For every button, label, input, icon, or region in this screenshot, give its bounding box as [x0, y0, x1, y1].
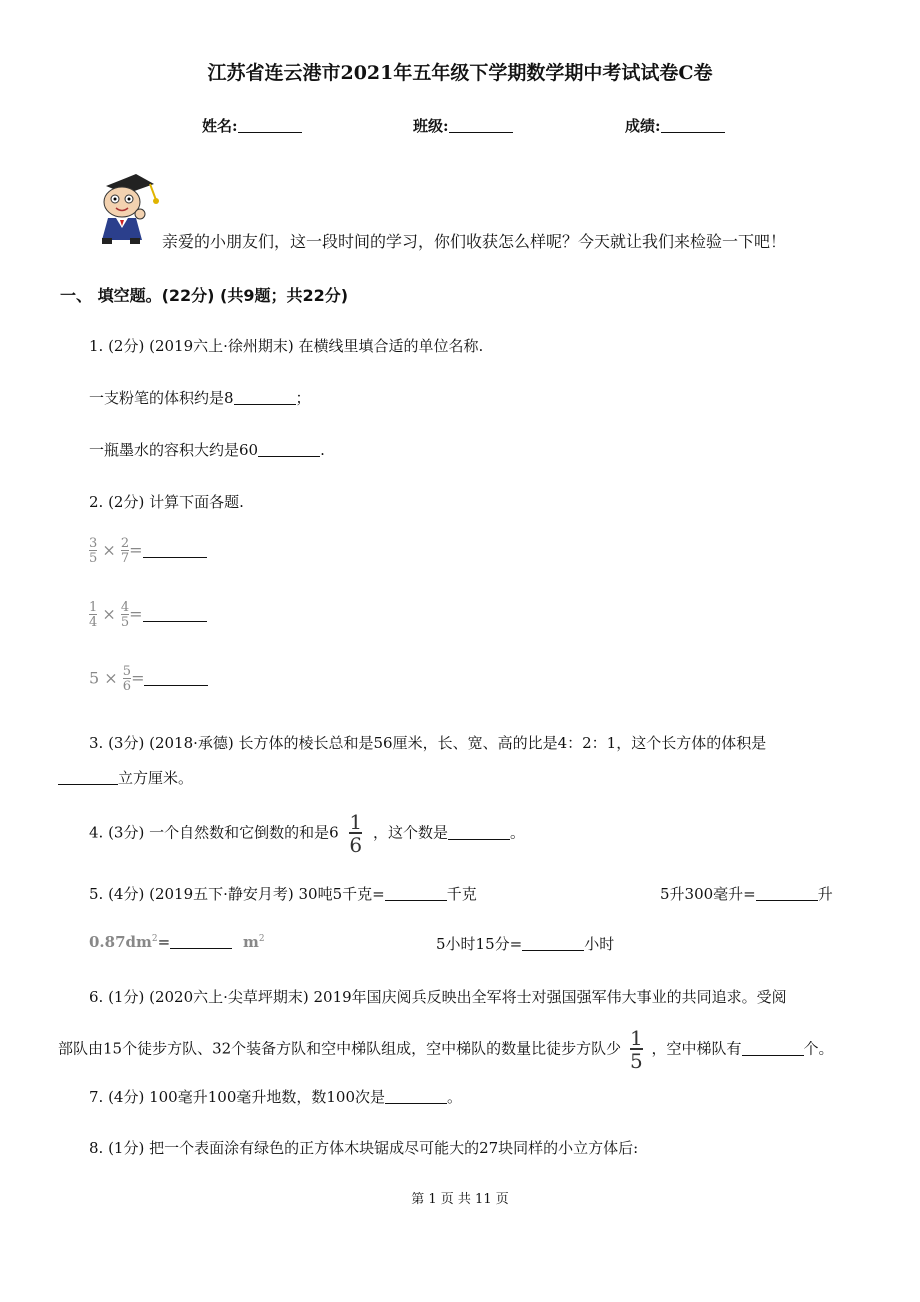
q7-line: 7. (4分) 100毫升100毫升地数，数100次是 。 — [89, 1088, 463, 1106]
q6-line-2: 部队由15个徒步方队、32个装备方队和空中梯队组成，空中梯队的数量比徒步方队少 $\frac{1}{5}$ ，空中梯队有 个。 — [58, 1026, 834, 1073]
q2-blank-2[interactable] — [143, 607, 207, 622]
class-label: 班级: — [413, 117, 449, 135]
q5-line-1a: 5. (4分) (2019五下·静安月考) 30吨5千克= 千克 — [89, 885, 477, 903]
q5-blank-4[interactable] — [522, 936, 584, 951]
name-field[interactable] — [202, 115, 302, 136]
q2-blank-1[interactable] — [143, 543, 207, 558]
mascot-doctor-icon — [92, 166, 166, 246]
q1-blank-b[interactable] — [258, 442, 320, 457]
q2-expr-2: $\frac{1}{4}$ × $\frac{4}{5}$ = — [89, 601, 207, 629]
greeting-text: 亲爱的小朋友们，这一段时间的学习，你们收获怎么样呢？今天就让我们来检验一下吧！ — [162, 232, 787, 251]
q5-line-2b: 5小时15分= 小时 — [436, 935, 615, 953]
q1-line-a: 一支粉笔的体积约是8 ； — [89, 389, 311, 407]
class-field[interactable] — [413, 115, 513, 136]
page-footer: 第 1 页 共 11 页 — [411, 1192, 509, 1207]
q2-expr-3: 5 × $\frac{5}{6}$ = — [89, 665, 208, 693]
q3-line-1: 3. (3分) (2018·承德) 长方体的棱长总和是56厘米，长、宽、高的比是4：2：1，这个长方体的体积是 — [89, 734, 767, 752]
score-field[interactable] — [625, 115, 725, 136]
q5-blank-1[interactable] — [385, 886, 447, 901]
q1-heading: 1. (2分) (2019六上·徐州期末) 在横线里填合适的单位名称. — [89, 337, 484, 355]
page-title: 江苏省连云港市2021年五年级下学期数学期中考试试卷C卷 — [207, 62, 713, 84]
q4-line: 4. (3分) 一个自然数和它倒数的和是6 $\frac{1}{6}$ ，这个数是 。 — [89, 810, 525, 857]
q6-line-1: 6. (1分) (2020六上·尖草坪期末) 2019年国庆阅兵反映出全军将士对强国强军伟大事业的共同追求。受阅 — [89, 988, 787, 1006]
q8-line: 8. (1分) 把一个表面涂有绿色的正方体木块锯成尽可能大的27块同样的小立方体后: — [89, 1139, 639, 1157]
q2-heading: 2. (2分) 计算下面各题. — [89, 493, 244, 511]
q5-line-2a: $0.87dm^2= m^2$ — [89, 933, 265, 951]
q5-blank-2[interactable] — [756, 886, 818, 901]
q1-line-b: 一瓶墨水的容积大约是60 . — [89, 441, 325, 459]
q3-blank[interactable] — [58, 770, 118, 785]
score-label: 成绩: — [625, 117, 661, 135]
q4-blank[interactable] — [448, 825, 510, 840]
q1-blank-a[interactable] — [234, 390, 296, 405]
q6-blank[interactable] — [742, 1041, 804, 1056]
q5-line-1b: 5升300毫升= 升 — [660, 885, 833, 903]
q2-expr-1: $\frac{3}{5}$ × $\frac{2}{7}$ = — [89, 537, 207, 565]
q3-line-2: 立方厘米。 — [58, 767, 193, 788]
section-heading: 一、 填空题。(22分) (共9题；共22分) — [60, 286, 349, 305]
name-label: 姓名: — [202, 117, 238, 135]
q5-blank-3[interactable] — [170, 934, 232, 949]
name-blank[interactable] — [238, 118, 302, 133]
class-blank[interactable] — [449, 118, 513, 133]
q2-blank-3[interactable] — [144, 671, 208, 686]
score-blank[interactable] — [661, 118, 725, 133]
q7-blank[interactable] — [385, 1089, 447, 1104]
